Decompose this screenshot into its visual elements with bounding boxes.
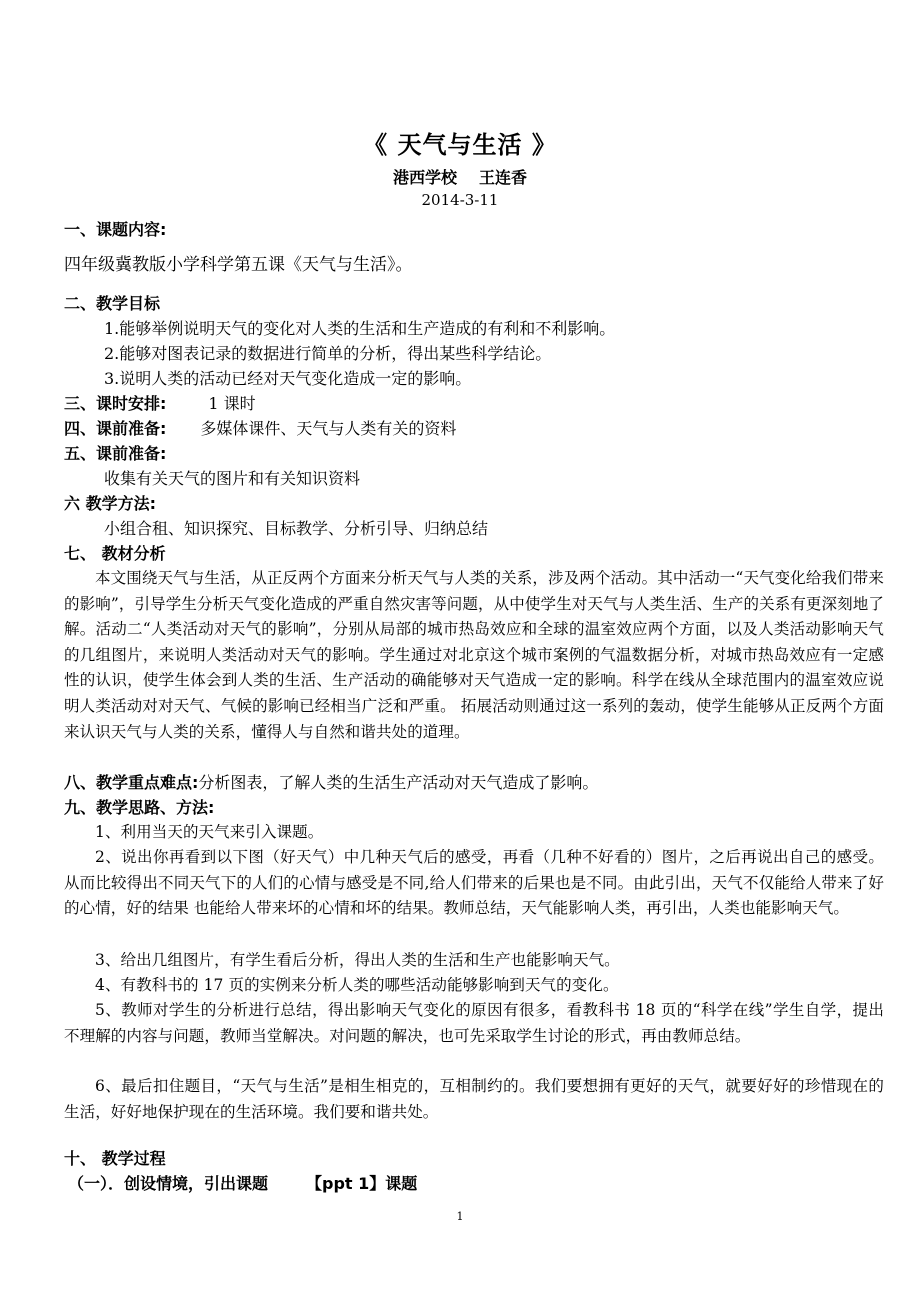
section-5-text: 收集有关天气的图片和有关知识资料 <box>104 469 361 488</box>
method-item: 2、说出你再看到以下图（好天气）中几种天气后的感受，再看（几种不好看的）图片，之后再说出自己的感受。从而比较得出不同天气下的人们的心情与感受是不同,给人们带来的后果也是不同。由此引出，天气不仅能给人带来了好的心情，好的结果 也能给人带来坏的心情和坏的结果。教师总结，天气能影响人类，再引出，人类也能影响天气。 <box>64 848 884 918</box>
objective-item: 1.能够举例说明天气的变化对人类的生活和生产造成的有利和不利影响。 <box>104 319 616 338</box>
section-4-row <box>64 416 884 441</box>
school-name: 港西学校 <box>392 168 457 187</box>
section-9-heading: 九、教学思路、方法: <box>64 798 215 817</box>
section-6-heading: 六 教学方法: <box>64 494 156 513</box>
section-3-heading: 三、课时安排: <box>64 394 167 413</box>
teacher-name: 王连香 <box>479 168 528 187</box>
section-7-heading: 七、 教材分析 <box>64 544 166 563</box>
section-4-value: 多媒体课件、天气与人类有关的资料 <box>200 419 457 438</box>
material-analysis-paragraph: 本文围绕天气与生活，从正反两个方面来分析天气与人类的关系，涉及两个活动。其中活动一“天气变化给我们带来的影响”，引导学生分析天气变化造成的严重自然灾害等问题，从中使学生对天气与人类生活、生产的关系有更深刻地了解。活动二“人类活动对天气的影响”，分别从局部的城市热岛效应和全球的温室效应两个方面，以及人类活动影响天气的几组图片，来说明人类活动对天气的影响。学生通过对北京这个城市案例的气温数据分析，对城市热岛效应有一定感性的认识，使学生体会到人类的生活、生产活动的确能够对天气造成一定的影响。科学在线从全球范围内的温室效应说明人类活动对对天气、气候的影响已经相当广泛和严重。 拓展活动则通过这一系列的轰动，使学生能够从正反两个方面来认识天气与人类的关系，懂得人与自然和谐共处的道理。 <box>64 569 884 741</box>
subsection-heading: （一）．创设情境，引出课题 <box>68 1174 269 1193</box>
method-item: 3、给出几组图片，有学生看后分析，得出人类的生活和生产也能影响天气。 <box>95 951 620 969</box>
section-8-row <box>64 770 884 795</box>
document-title: 《 天气与生活 》 <box>363 131 557 159</box>
section-10-heading: 十、 教学过程 <box>64 1149 166 1168</box>
section-2-heading: 二、教学目标 <box>64 294 161 313</box>
section-1-heading: 一、课题内容: <box>64 220 167 239</box>
section-8-heading: 八、教学重点难点: <box>64 773 199 792</box>
section-3-value: 1 课时 <box>208 394 256 413</box>
method-item: 1、利用当天的天气来引入课题。 <box>95 823 324 841</box>
section-5-heading: 五、课前准备: <box>64 444 167 463</box>
section-4-heading: 四、课前准备: <box>64 419 167 438</box>
section-6-text: 小组合租、知识探究、目标教学、分析引导、归纳总结 <box>104 519 489 538</box>
objective-item: 2.能够对图表记录的数据进行简单的分析，得出某些科学结论。 <box>104 344 552 363</box>
section-8-text: 分析图表，了解人类的生活生产活动对天气造成了影响。 <box>198 773 599 792</box>
method-item: 5、教师对学生的分析进行总结，得出影响天气变化的原因有很多，看教科书 18 页的“科学在线”学生自学，提出不理解的内容与问题，教师当堂解决。对问题的解决，也可先采取学生讨论的形式，再由教师总结。 <box>64 1001 884 1045</box>
author-line <box>0 165 920 188</box>
section-3-row <box>64 391 884 416</box>
objective-item: 3.说明人类的活动已经对天气变化造成一定的影响。 <box>104 369 472 388</box>
subsection-tag: 【ppt 1】课题 <box>306 1174 418 1193</box>
method-item: 6、最后扣住题目，“天气与生活”是相生相克的，互相制约的。我们要想拥有更好的天气，就要好好的珍惜现在的生活，好好地保护现在的生活环境。我们要和谐共处。 <box>64 1077 884 1121</box>
document-date: 2014-3-11 <box>421 191 499 209</box>
method-item: 4、有教科书的 17 页的实例来分析人类的哪些活动能够影响到天气的变化。 <box>95 976 619 994</box>
section-1-text: 四年级冀教版小学科学第五课《天气与生活》。 <box>64 255 413 275</box>
page-number: 1 <box>456 1210 464 1223</box>
subsection-row <box>68 1171 888 1196</box>
